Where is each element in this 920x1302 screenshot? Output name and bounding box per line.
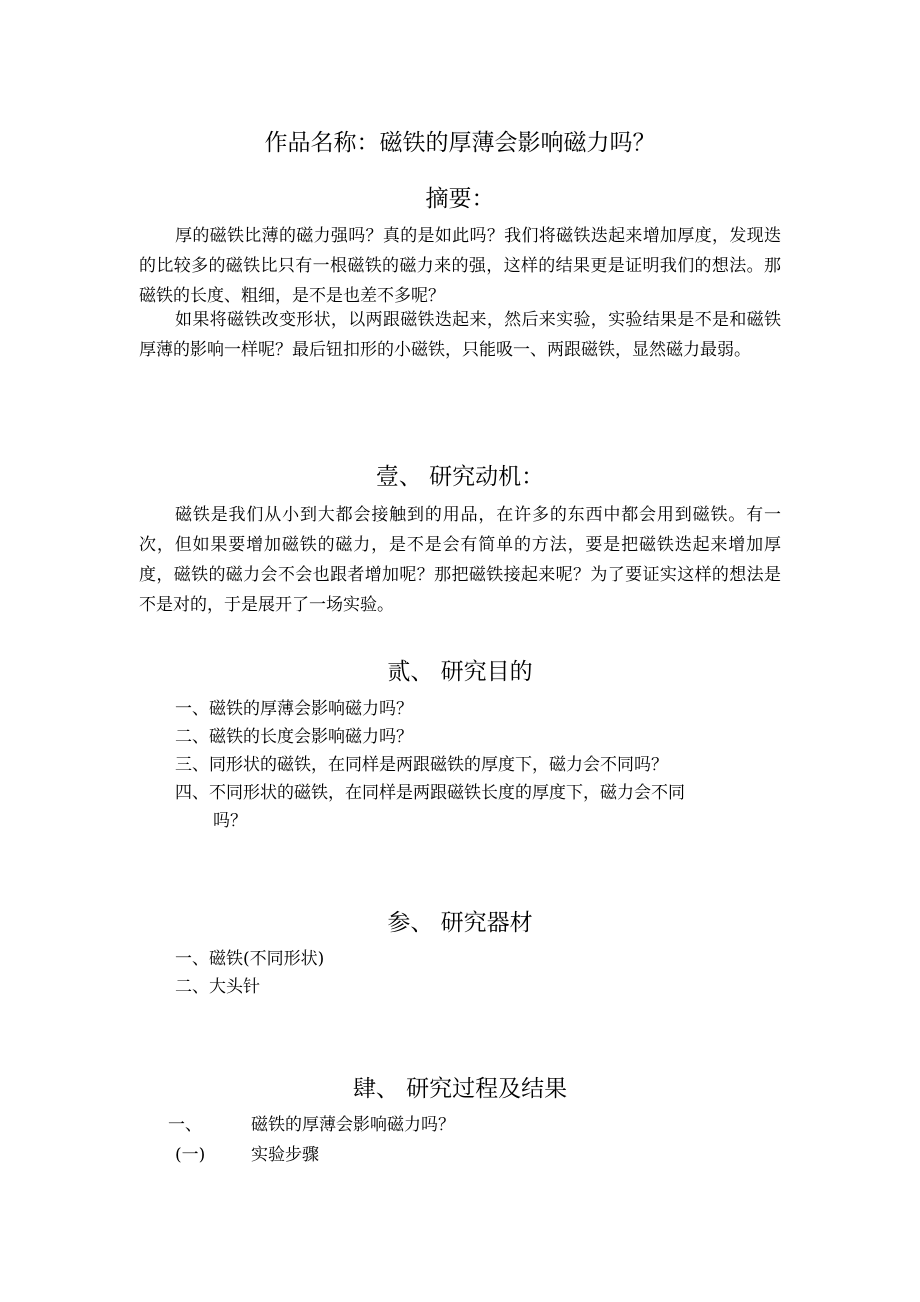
abstract-paragraph-1: 厚的磁铁比薄的磁力强吗？真的是如此吗？我们将磁铁迭起来增加厚度，发现迭的比较多的磁铁比只有一根磁铁的磁力来的强，这样的结果更是证明我们的想法。那磁铁的长度、粗细，是不是也差不多呢？ [139,226,781,306]
purpose-item-4: 四、不同形状的磁铁，在同样是两跟磁铁长度的厚度下，磁力会不同 [175,783,685,803]
abstract-paragraph-2: 如果将磁铁改变形状，以两跟磁铁迭起来，然后来实验，实验结果是不是和磁铁厚薄的影响一样呢？最后钮扣形的小磁铁，只能吸一、两跟磁铁，显然磁力最弱。 [139,310,781,360]
abstract-heading: 摘要： [425,186,495,212]
materials-item-1: 一、磁铁(不同形状) [175,949,325,969]
process-heading: 肆、 研究过程及结果 [352,1076,568,1102]
document-title: 作品名称：磁铁的厚薄会影响磁力吗？ [264,130,656,156]
purpose-item-3: 三、同形状的磁铁，在同样是两跟磁铁的厚度下，磁力会不同吗？ [175,755,668,775]
materials-heading: 参、 研究器材 [387,910,533,936]
purpose-item-1: 一、磁铁的厚薄会影响磁力吗？ [175,699,413,719]
materials-list [175,945,324,1001]
process-row-1-marker: 一、 [168,1115,202,1135]
purpose-list [175,695,685,835]
process-row-2-text: 实验步骤 [251,1145,319,1165]
purpose-item-4-continuation: 吗？ [213,811,247,831]
motivation-paragraph: 磁铁是我们从小到大都会接触到的用品，在许多的东西中都会用到磁铁。有一次，但如果要增加磁铁的磁力，是不是会有简单的方法，要是把磁铁迭起来增加厚度，磁铁的磁力会不会也跟者增加呢？那把磁铁接起来呢？为了要证实这样的想法是不是对的，于是展开了一场实验。 [139,505,781,615]
process-row-2-marker: (一) [175,1145,206,1165]
process-row-1-text: 磁铁的厚薄会影响磁力吗？ [251,1115,455,1135]
motivation-heading: 壹、 研究动机： [375,464,545,490]
purpose-heading: 贰、 研究目的 [387,659,533,685]
materials-item-2: 二、大头针 [175,977,260,997]
purpose-item-2: 二、磁铁的长度会影响磁力吗？ [175,727,413,747]
